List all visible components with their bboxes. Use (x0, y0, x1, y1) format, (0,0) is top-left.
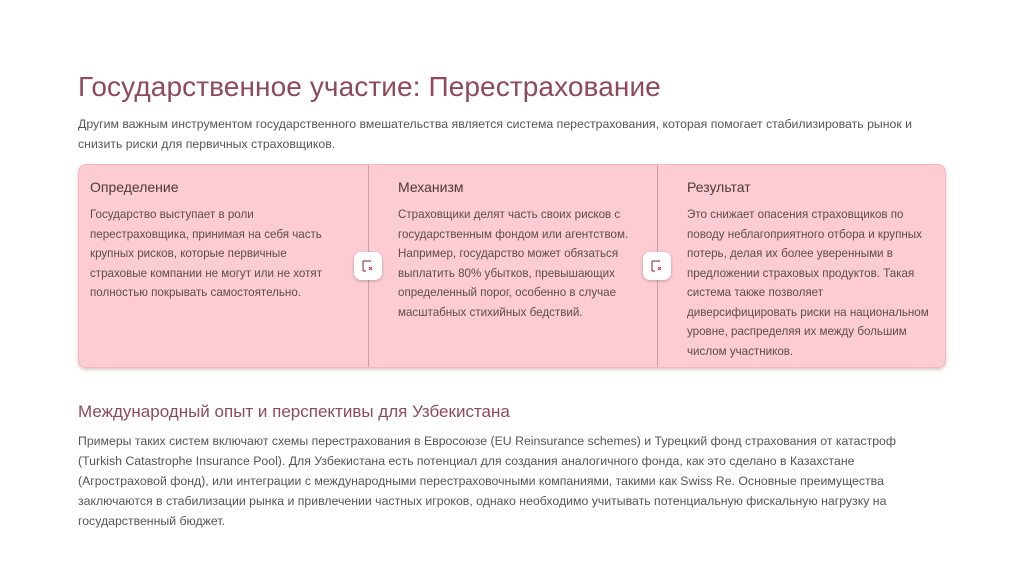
column-text: Это снижает опасения страховщиков по поводу неблагоприятного отбора и крупных потерь, делая их более уверенными в предложении страховых продуктов. Такая система также позволяет диверсифицировать риски на национальном уровне, распределяя их между большим числом участников. (687, 208, 929, 358)
info-panel (78, 164, 946, 368)
image-placeholder-icon (643, 252, 671, 280)
column-heading: Механизм (398, 179, 464, 195)
intro-paragraph: Другим важным инструментом государственного вмешательства является система перестрахования, которая помогает стабилизировать рынок и снизить риски для первичных страховщиков. (78, 117, 913, 151)
section-title: Международный опыт и перспективы для Узбекистана (78, 402, 510, 422)
column-text: Страховщики делят часть своих рисков с государственным фондом или агентством. Например, государство может обязаться выплатить 80% убытков, превышающих определенный порог, особенно в случае масштабных стихийных бедствий. (398, 208, 629, 319)
body-paragraph: Примеры таких систем включают схемы перестрахования в Евросоюзе (EU Reinsurance schemes) и Турецкий фонд страхования от катастроф (Turkish Catastrophe Insurance Pool). Для Узбекистана есть потенциал для создания аналогичного фонда, как это сделано в Казахстане (Агростраховой фонд), или интеграции с международными перестраховочными компаниями, такими как Swiss Re. Основные преимущества заключаются в стабилизации рынка и привлечении частных игроков, однако необходимо учитывать потенциальную фискальную нагрузку на государственный бюджет. (78, 434, 896, 528)
column-heading: Определение (90, 179, 179, 195)
column-text: Государство выступает в роли перестраховщика, принимая на себя часть крупных рисков, которые первичные страховые компании не могут или не хотят полностью покрывать самостоятельно. (90, 208, 323, 299)
image-placeholder-icon (354, 252, 382, 280)
column-heading: Результат (687, 179, 751, 195)
page-title: Государственное участие: Перестрахование (78, 70, 661, 102)
